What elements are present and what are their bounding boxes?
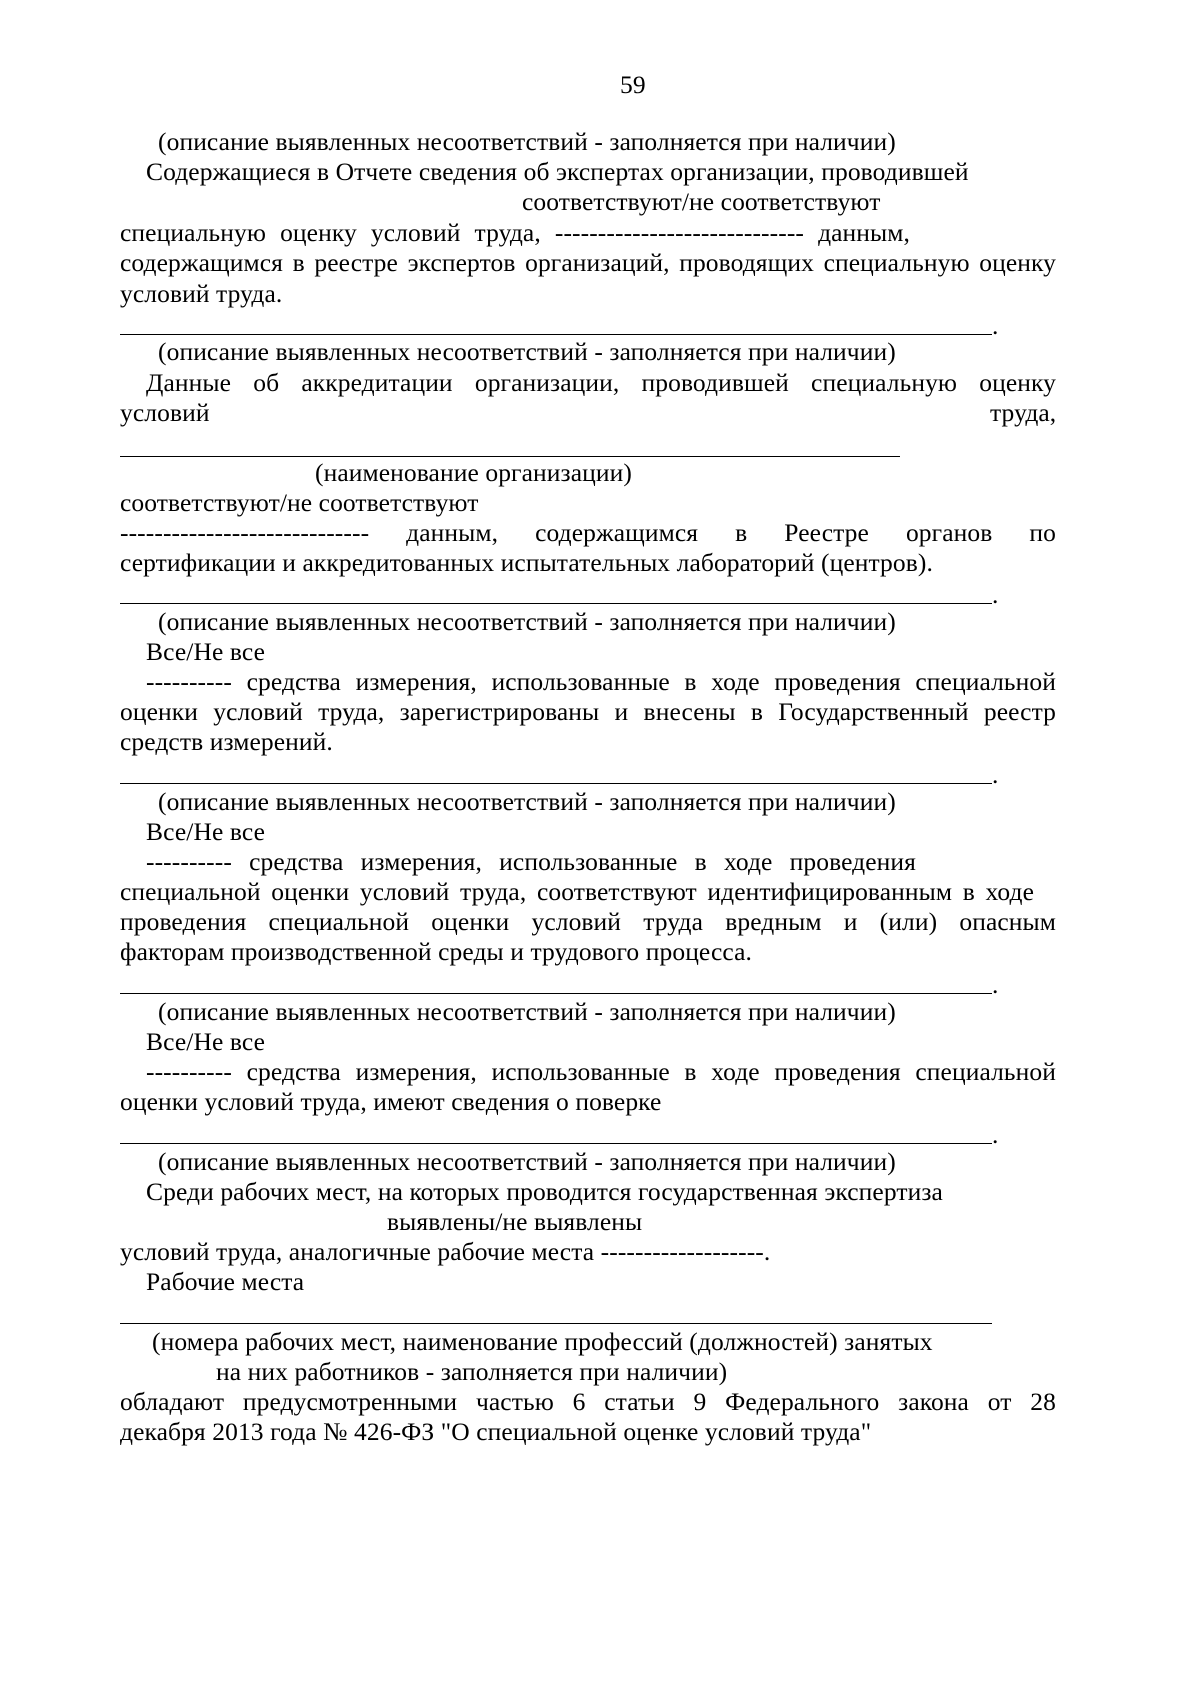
registry-text-line: оценки условий труда, зарегистрированы и внесены в Государственный реестр [120,697,1056,726]
experts-text-line: Содержащиеся в Отчете сведения об экспертах организации, проводившей [146,157,969,186]
experts-text-line: содержащимся в реестре экспертов организаций, проводящих специальную оценку [120,248,1056,277]
accreditation-option-label: соответствуют/не соответствуют [120,488,479,517]
discrepancy-caption: (описание выявленных несоответствий - заполняется при наличии) [158,1147,896,1176]
discrepancy-fill-line [120,603,992,604]
workplaces-text-line: условий труда, аналогичные рабочие места -------------------. [120,1237,771,1266]
experts-text-line: условий труда. [120,279,283,308]
accreditation-text-line: условий [120,398,210,427]
page-number: 59 [620,70,646,99]
registry-text-line: ---------- средства измерения, использованные в ходе проведения специальной [146,667,1056,696]
accreditation-text-line: труда, [990,398,1057,427]
discrepancy-caption: (описание выявленных несоответствий - заполняется при наличии) [158,997,896,1026]
verification-text-line: ---------- средства измерения, использованные в ходе проведения специальной [146,1057,1056,1086]
organization-fill-line [120,456,900,457]
factors-text-line: ---------- средства измерения, использованные в ходе проведения [146,847,916,876]
workplaces-option-label: выявлены/не выявлены [387,1207,643,1236]
organization-caption: (наименование организации) [315,458,632,487]
fill-line-period: . [992,580,999,609]
discrepancy-caption: (описание выявленных несоответствий - заполняется при наличии) [158,787,896,816]
workplaces-caption: (номера рабочих мест, наименование профессий (должностей) занятых [152,1327,933,1356]
factors-text-line: специальной оценки условий труда, соответствуют идентифицированным в ходе [120,877,1034,906]
discrepancy-caption: (описание выявленных несоответствий - заполняется при наличии) [158,607,896,636]
fill-line-period: . [992,1120,999,1149]
registry-text-line: средств измерений. [120,727,333,756]
workplaces-text-line: декабря 2013 года № 426-ФЗ "О специальной оценке условий труда" [120,1417,872,1446]
fill-line-period: . [992,970,999,999]
factors-option-label: Все/Не все [146,817,265,846]
workplaces-text-line: Рабочие места [146,1267,305,1296]
discrepancy-fill-line [120,1143,992,1144]
experts-option-label: соответствуют/не соответствуют [522,187,881,216]
fill-line-period: . [992,311,999,340]
registry-option-label: Все/Не все [146,637,265,666]
verification-option-label: Все/Не все [146,1027,265,1056]
factors-text-line: факторам производственной среды и трудового процесса. [120,937,753,966]
accreditation-text-line: сертификации и аккредитованных испытательных лабораторий (центров). [120,548,933,577]
workplaces-text-line: обладают предусмотренными частью 6 статьи 9 Федерального закона от 28 [120,1387,1056,1416]
discrepancy-fill-line [120,993,992,994]
experts-text-line: специальную оценку условий труда, ----------------------------- данным, [120,218,910,247]
discrepancy-caption: (описание выявленных несоответствий - заполняется при наличии) [158,127,896,156]
discrepancy-caption: (описание выявленных несоответствий - заполняется при наличии) [158,337,896,366]
workplaces-fill-line [120,1323,992,1324]
factors-text-line: проведения специальной оценки условий труда вредным и (или) опасным [120,907,1056,936]
accreditation-text-line: ----------------------------- данным, содержащимся в Реестре органов по [120,518,1056,547]
discrepancy-fill-line [120,334,992,335]
accreditation-text-line: Данные об аккредитации организации, проводившей специальную оценку [146,368,1056,397]
fill-line-period: . [992,760,999,789]
discrepancy-fill-line [120,783,992,784]
workplaces-caption: на них работников - заполняется при наличии) [216,1357,728,1386]
verification-text-line: оценки условий труда, имеют сведения о поверке [120,1087,662,1116]
workplaces-text-line: Среди рабочих мест, на которых проводится государственная экспертиза [146,1177,943,1206]
